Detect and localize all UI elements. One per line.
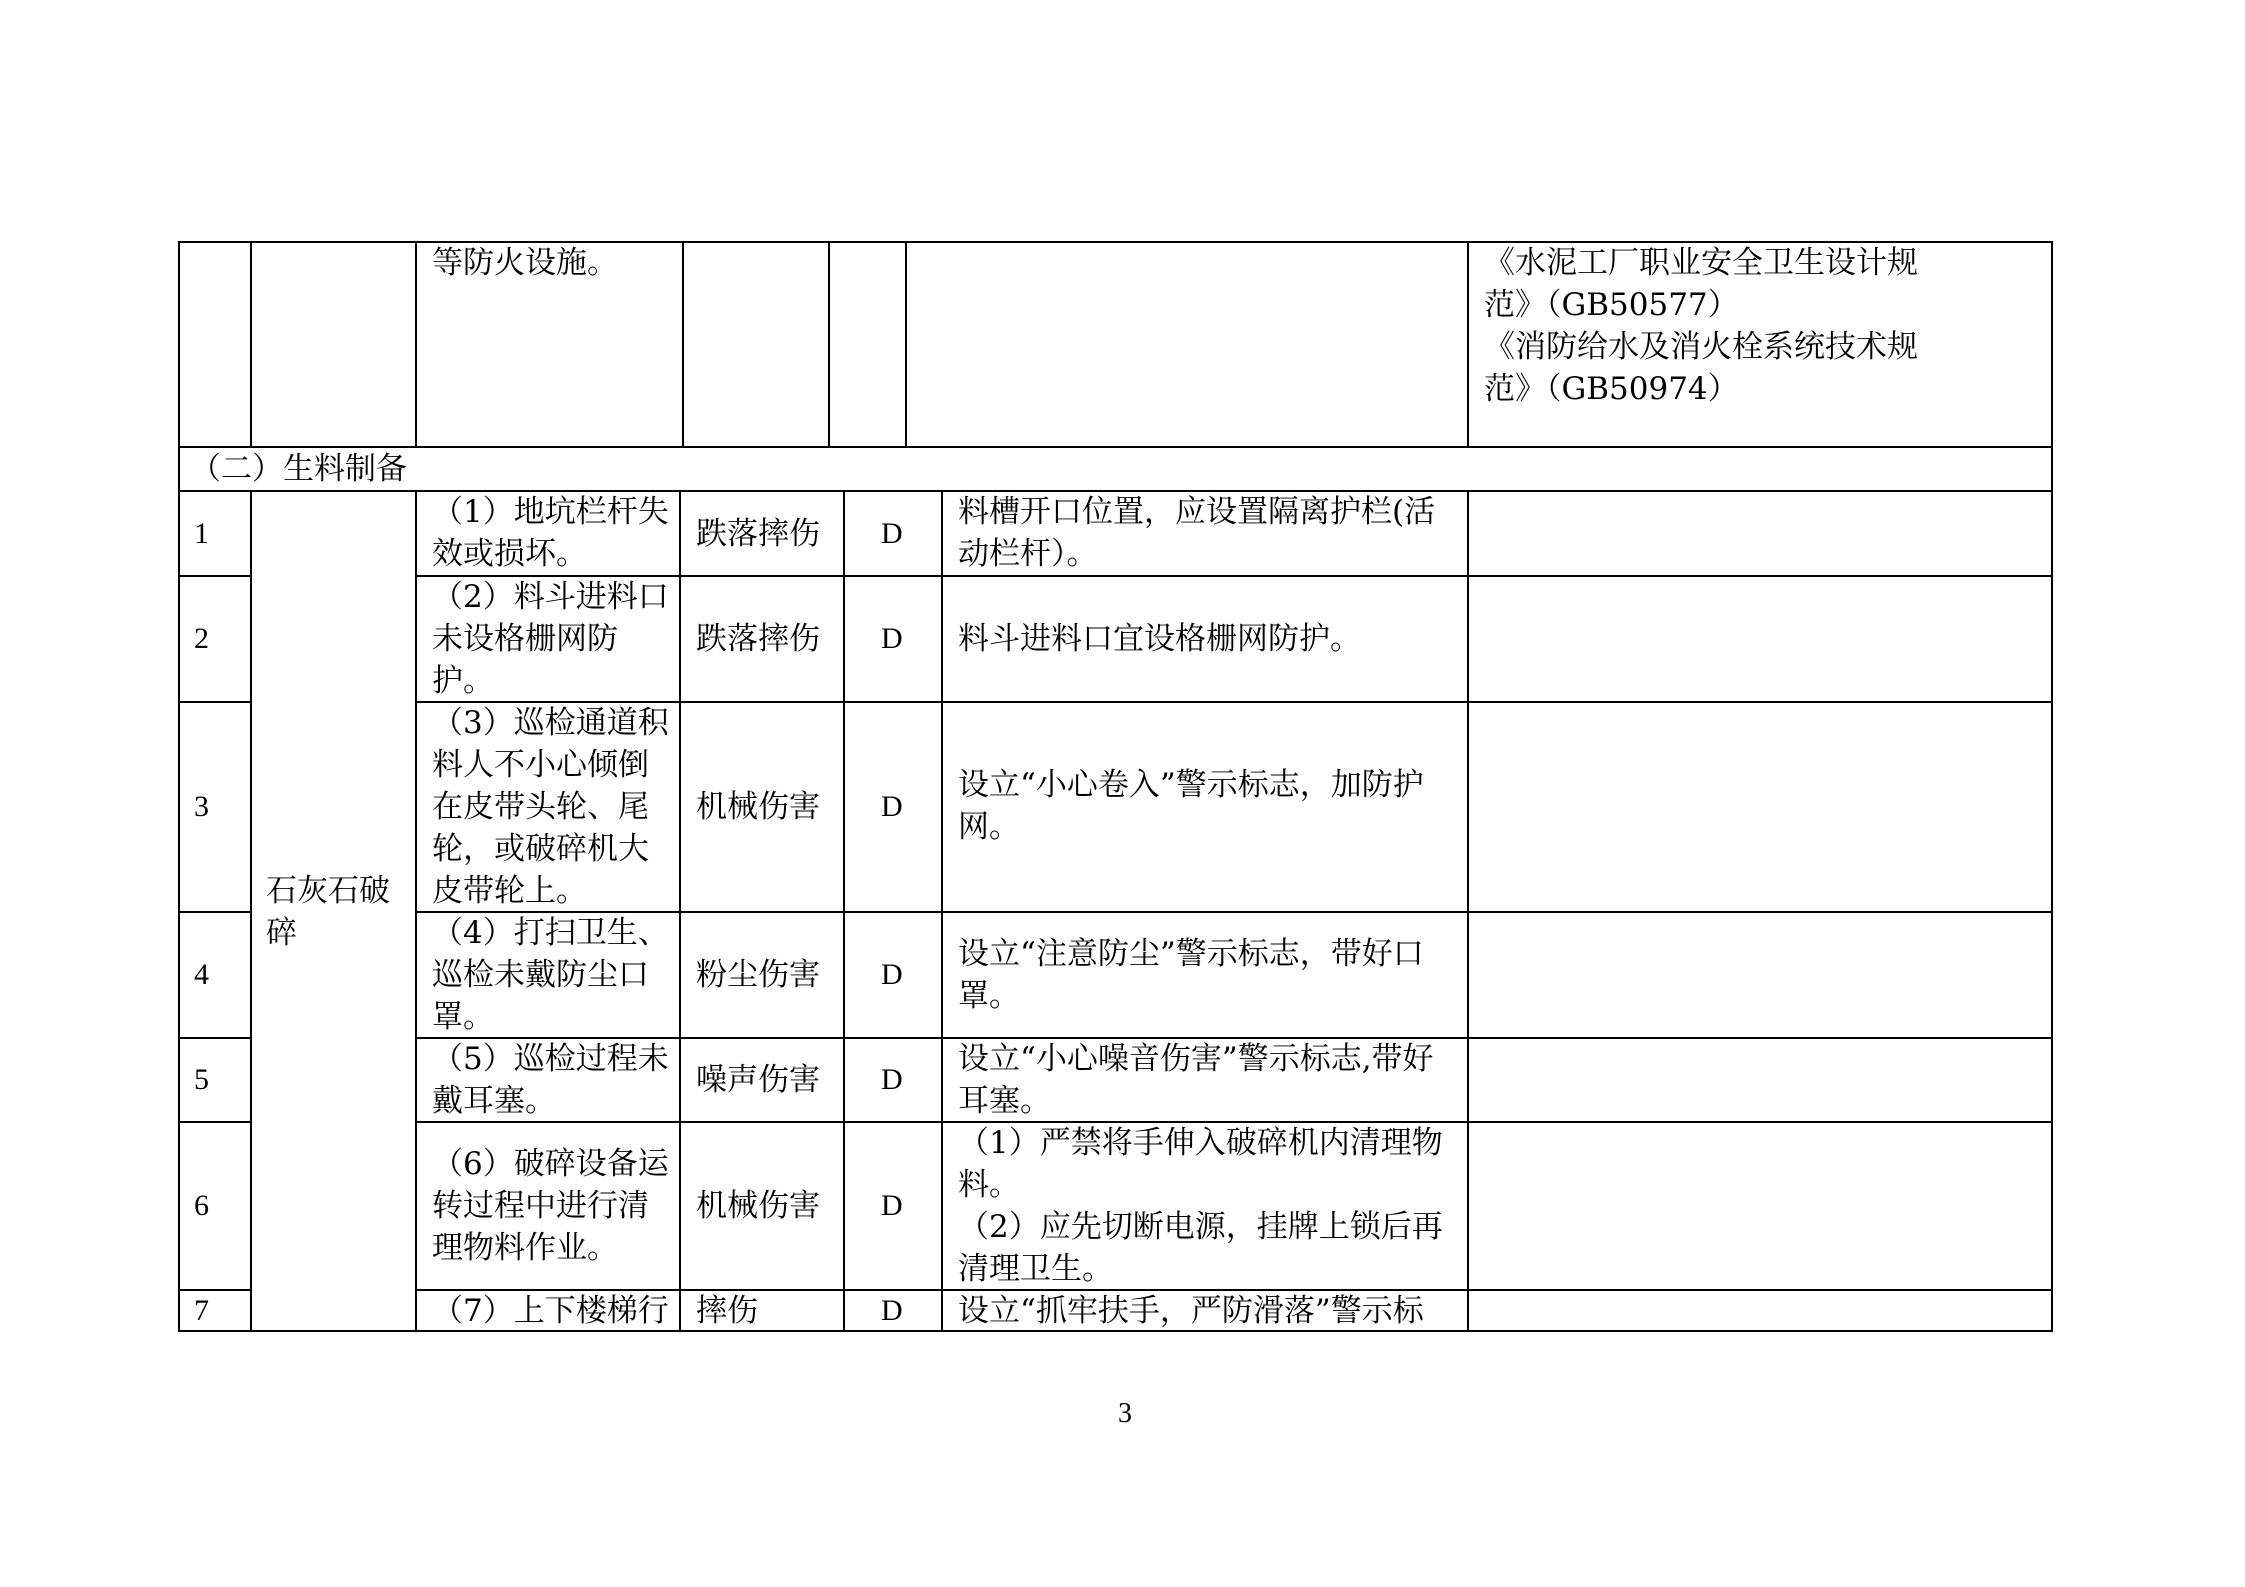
measure-cell: 设立“小心卷入”警示标志，加防护 网。 (958, 767, 1424, 845)
row-number: 6 (194, 1189, 209, 1222)
hazard-cell: （6）破碎设备运 转过程中进行清 理物料作业。 (432, 1146, 669, 1266)
row-number: 1 (194, 517, 209, 550)
section-title: （二）生料制备 (190, 451, 407, 487)
row-number: 7 (194, 1294, 209, 1327)
level-cell: D (881, 958, 903, 991)
table-border (941, 490, 943, 1332)
table-border (682, 241, 684, 448)
table-border (178, 911, 252, 913)
row-number: 5 (194, 1063, 209, 1096)
hazard-cell: （7）上下楼梯行 (432, 1293, 669, 1329)
hazard-cell: （5）巡检过程未 戴耳塞。 (432, 1041, 669, 1119)
table-border (1467, 241, 1469, 448)
injury-cell: 跌落摔伤 (696, 621, 820, 657)
table-border (828, 241, 830, 448)
hazard-cell: （4）打扫卫生、 巡检未戴防尘口 罩。 (432, 915, 669, 1035)
hazard-cell: （1）地坑栏杆失 效或损坏。 (432, 494, 669, 572)
level-cell: D (881, 517, 903, 550)
table-border (415, 241, 417, 448)
injury-cell: 噪声伤害 (696, 1062, 820, 1098)
injury-cell: 摔伤 (696, 1293, 758, 1329)
injury-cell: 机械伤害 (696, 1188, 820, 1224)
injury-cell: 机械伤害 (696, 789, 820, 825)
level-cell: D (881, 1063, 903, 1096)
level-cell: D (881, 622, 903, 655)
hazard-cell: （2）料斗进料口 未设格栅网防 护。 (432, 579, 669, 699)
table-border (178, 701, 252, 703)
table-border (178, 1121, 252, 1123)
measure-cell: 料斗进料口宜设格栅网防护。 (958, 621, 1361, 657)
table-border (178, 241, 180, 448)
top-row-basis: 《水泥工厂职业安全卫生设计规 范》（GB50577） 《消防给水及消火栓系统技术规 范》（GB50974） (1484, 245, 1918, 407)
measure-cell: 料槽开口位置，应设置隔离护栏(活 动栏杆）。 (958, 494, 1436, 572)
table-border (679, 490, 681, 1332)
table-border (178, 575, 252, 577)
top-row-measure: 等防火设施。 (432, 245, 618, 281)
measure-cell: 设立“注意防尘”警示标志，带好口 罩。 (958, 936, 1424, 1014)
measure-cell: （1）严禁将手伸入破碎机内清理物 料。 （2）应先切断电源，挂牌上锁后再 清理卫生。 (958, 1125, 1443, 1287)
table-border (178, 490, 180, 1332)
measure-cell: 设立“小心噪音伤害”警示标志,带好 耳塞。 (958, 1041, 1434, 1119)
table-border (2051, 241, 2053, 448)
table-border (905, 241, 907, 448)
table-border (843, 490, 845, 1332)
table-border (250, 490, 252, 1332)
hazard-cell: （3）巡检通道积 料人不小心倾倒 在皮带头轮、尾 轮，或破碎机大 皮带轮上。 (432, 705, 669, 909)
row-number: 2 (194, 622, 209, 655)
table-border (2051, 446, 2053, 492)
injury-cell: 粉尘伤害 (696, 957, 820, 993)
row-number: 3 (194, 790, 209, 823)
table-border (178, 1289, 252, 1291)
table-border (178, 1037, 252, 1039)
table-border (1467, 490, 1469, 1332)
measure-cell: 设立“抓牢扶手，严防滑落”警示标 (958, 1293, 1424, 1329)
table-border (178, 446, 180, 492)
table-border (2051, 490, 2053, 1332)
injury-cell: 跌落摔伤 (696, 516, 820, 552)
page-number: 3 (1118, 1398, 1132, 1429)
level-cell: D (881, 790, 903, 823)
level-cell: D (881, 1189, 903, 1222)
table-border (250, 241, 252, 448)
table-border (415, 490, 417, 1332)
process-name: 石灰石破 碎 (266, 873, 390, 951)
level-cell: D (881, 1294, 903, 1327)
row-number: 4 (194, 958, 209, 991)
